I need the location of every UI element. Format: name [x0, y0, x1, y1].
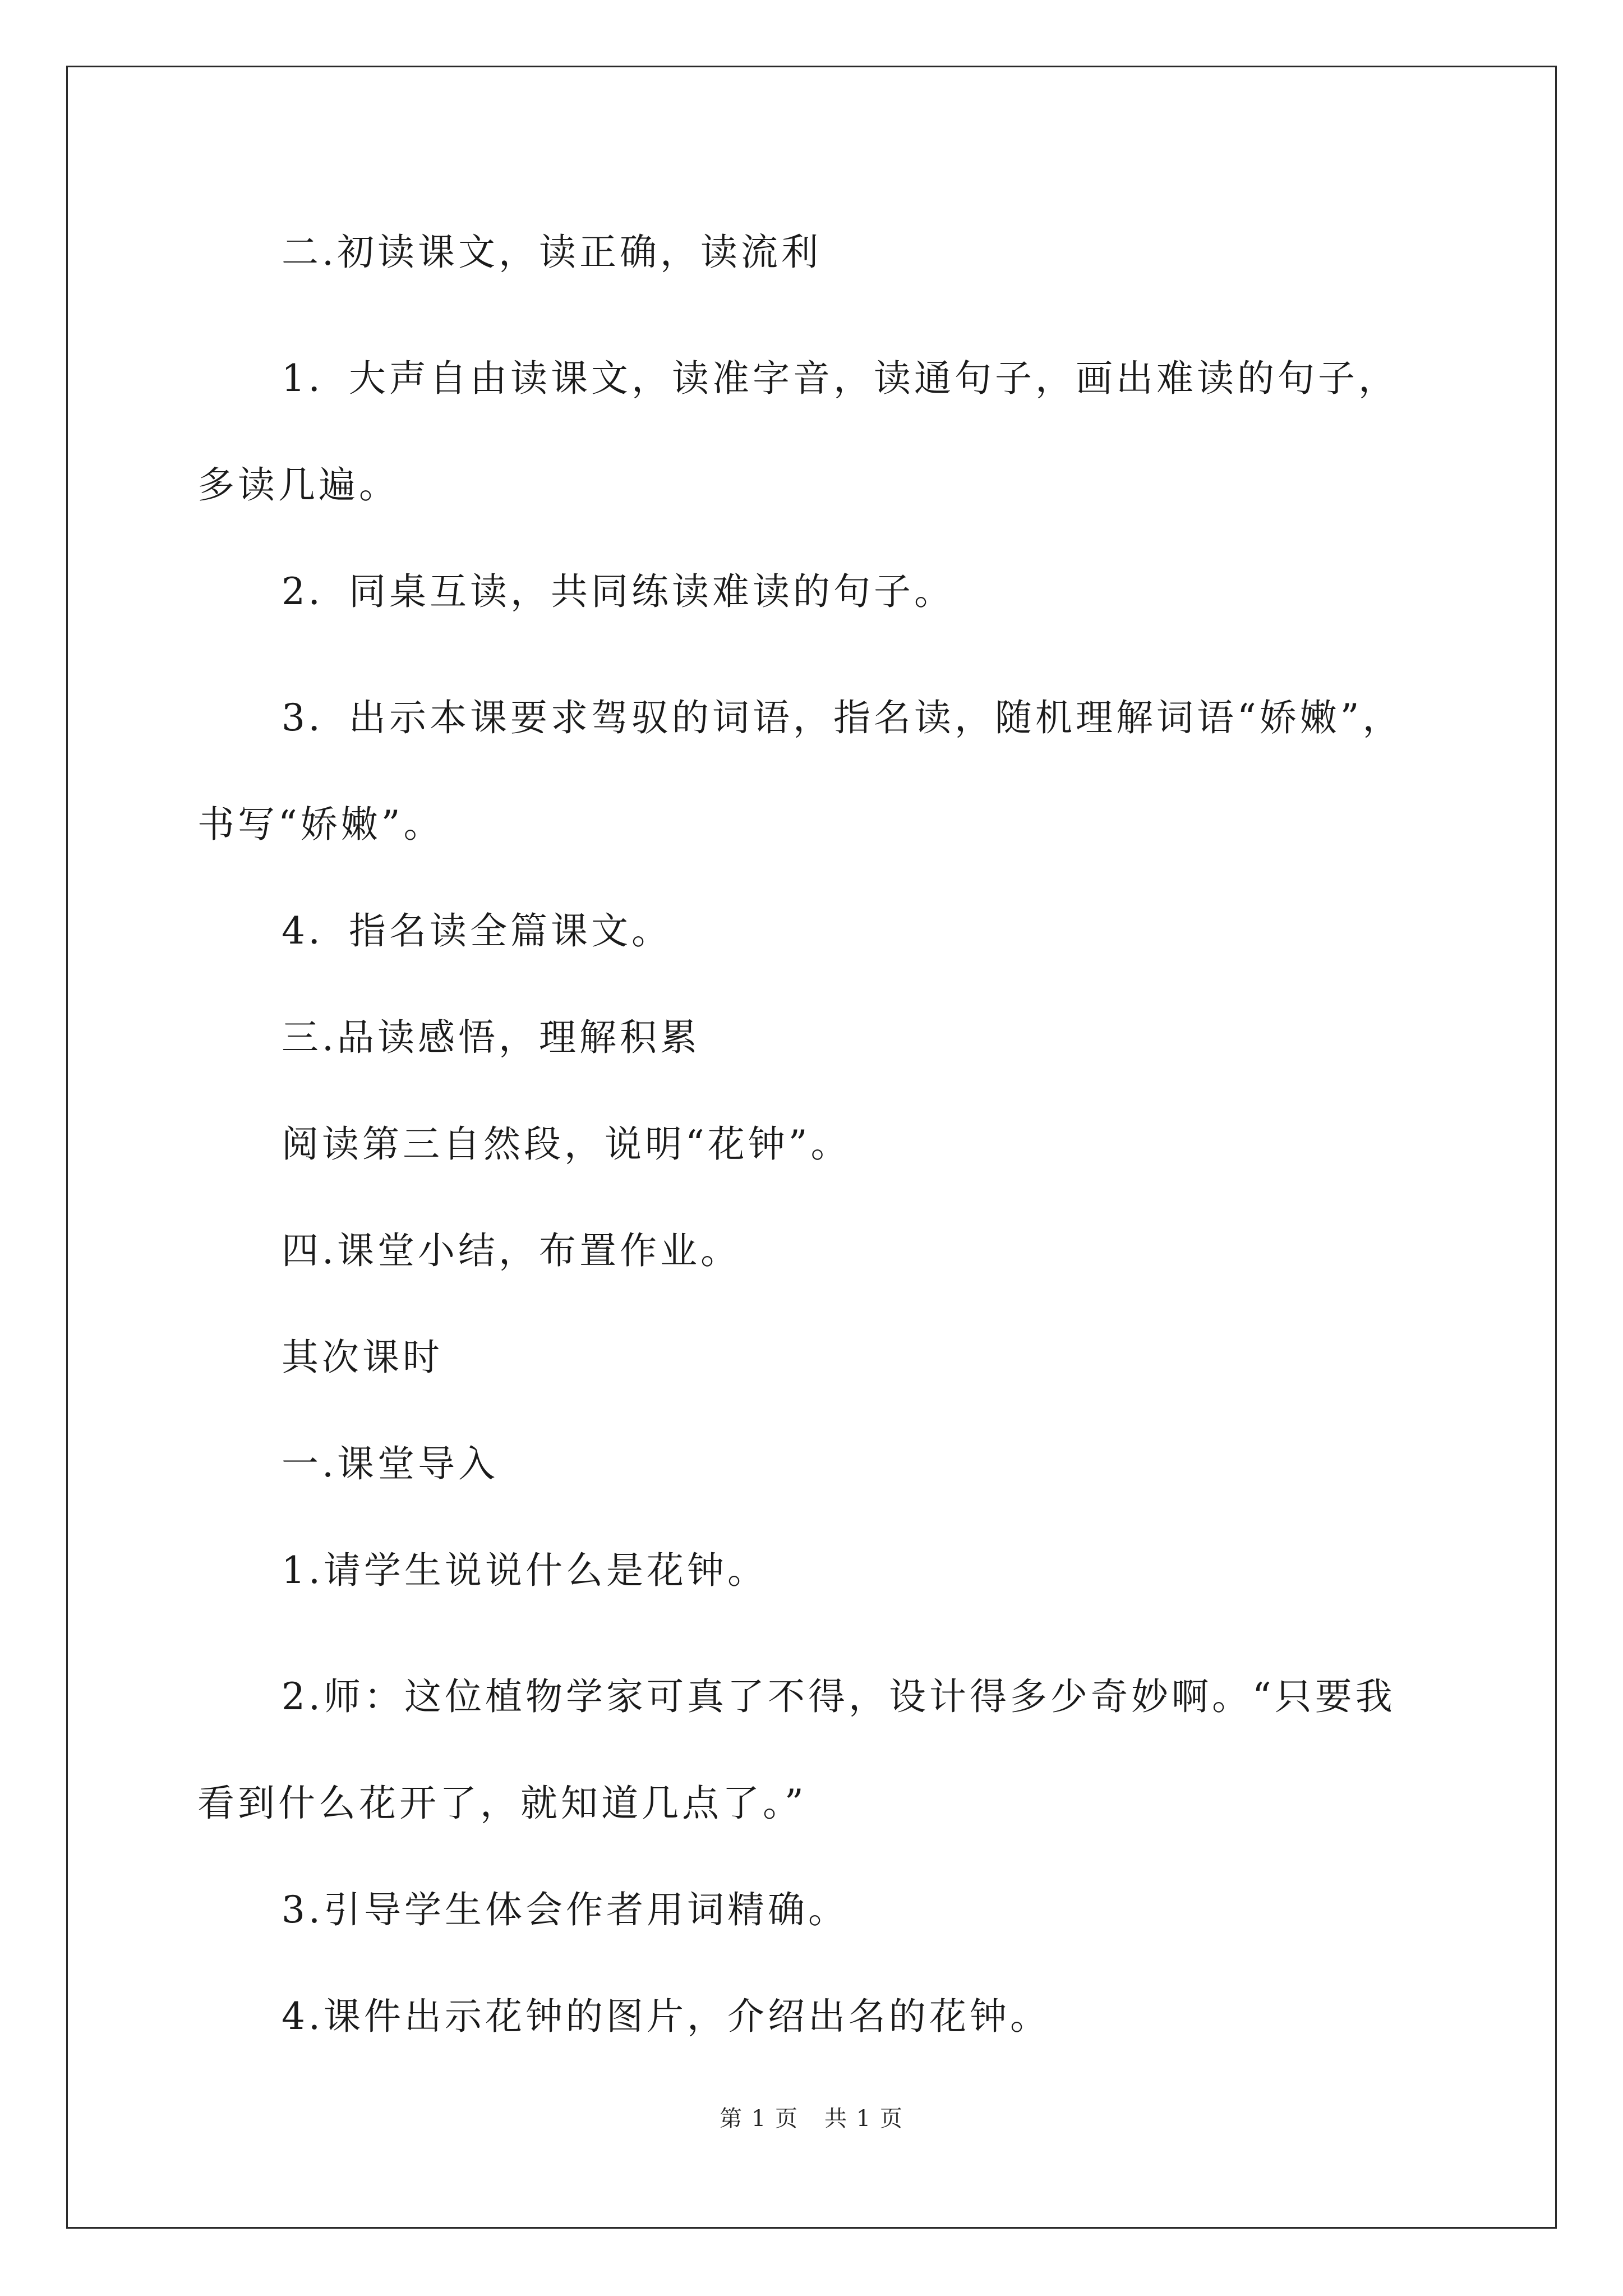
lesson-heading: 其次课时 — [282, 1336, 443, 1379]
list-item: 2.师：这位植物学家可真了不得，设计得多少奇妙啊。“只要我看到什么花开了，就知道几点了。” — [197, 1675, 1396, 1825]
section-heading: 一.课堂导入 — [282, 1442, 499, 1485]
paragraph: 阅读第三自然段，说明“花钟”。 — [282, 1122, 851, 1166]
list-item: 4．指名读全篇课文。 — [282, 909, 672, 953]
page-total: 共 1 页 — [824, 2106, 903, 2132]
list-item: 3.引导学生体会作者用词精确。 — [282, 1888, 849, 1931]
list-item: 2．同桌互读，共同练读难读的句子。 — [282, 570, 955, 613]
list-item: 1．大声自由读课文，读准字音，读通句子，画出难读的句子，多读几遍。 — [197, 357, 1399, 507]
page-footer — [0, 2101, 1623, 2133]
list-item: 1.请学生说说什么是花钟。 — [282, 1549, 768, 1592]
section-heading: 二.初读课文，读正确，读流利 — [282, 231, 822, 274]
list-item: 3．出示本课要求驾驭的词语，指名读，随机理解词语“娇嫩”，书写“娇嫩”。 — [197, 696, 1403, 846]
list-item: 4.课件出示花钟的图片，介绍出名的花钟。 — [282, 1995, 1050, 2038]
section-heading: 三.品读感悟，理解积累 — [282, 1016, 700, 1059]
section-heading: 四.课堂小结，布置作业。 — [282, 1229, 741, 1272]
document-body — [197, 219, 1431, 2090]
page-number: 第 1 页 — [720, 2106, 799, 2132]
